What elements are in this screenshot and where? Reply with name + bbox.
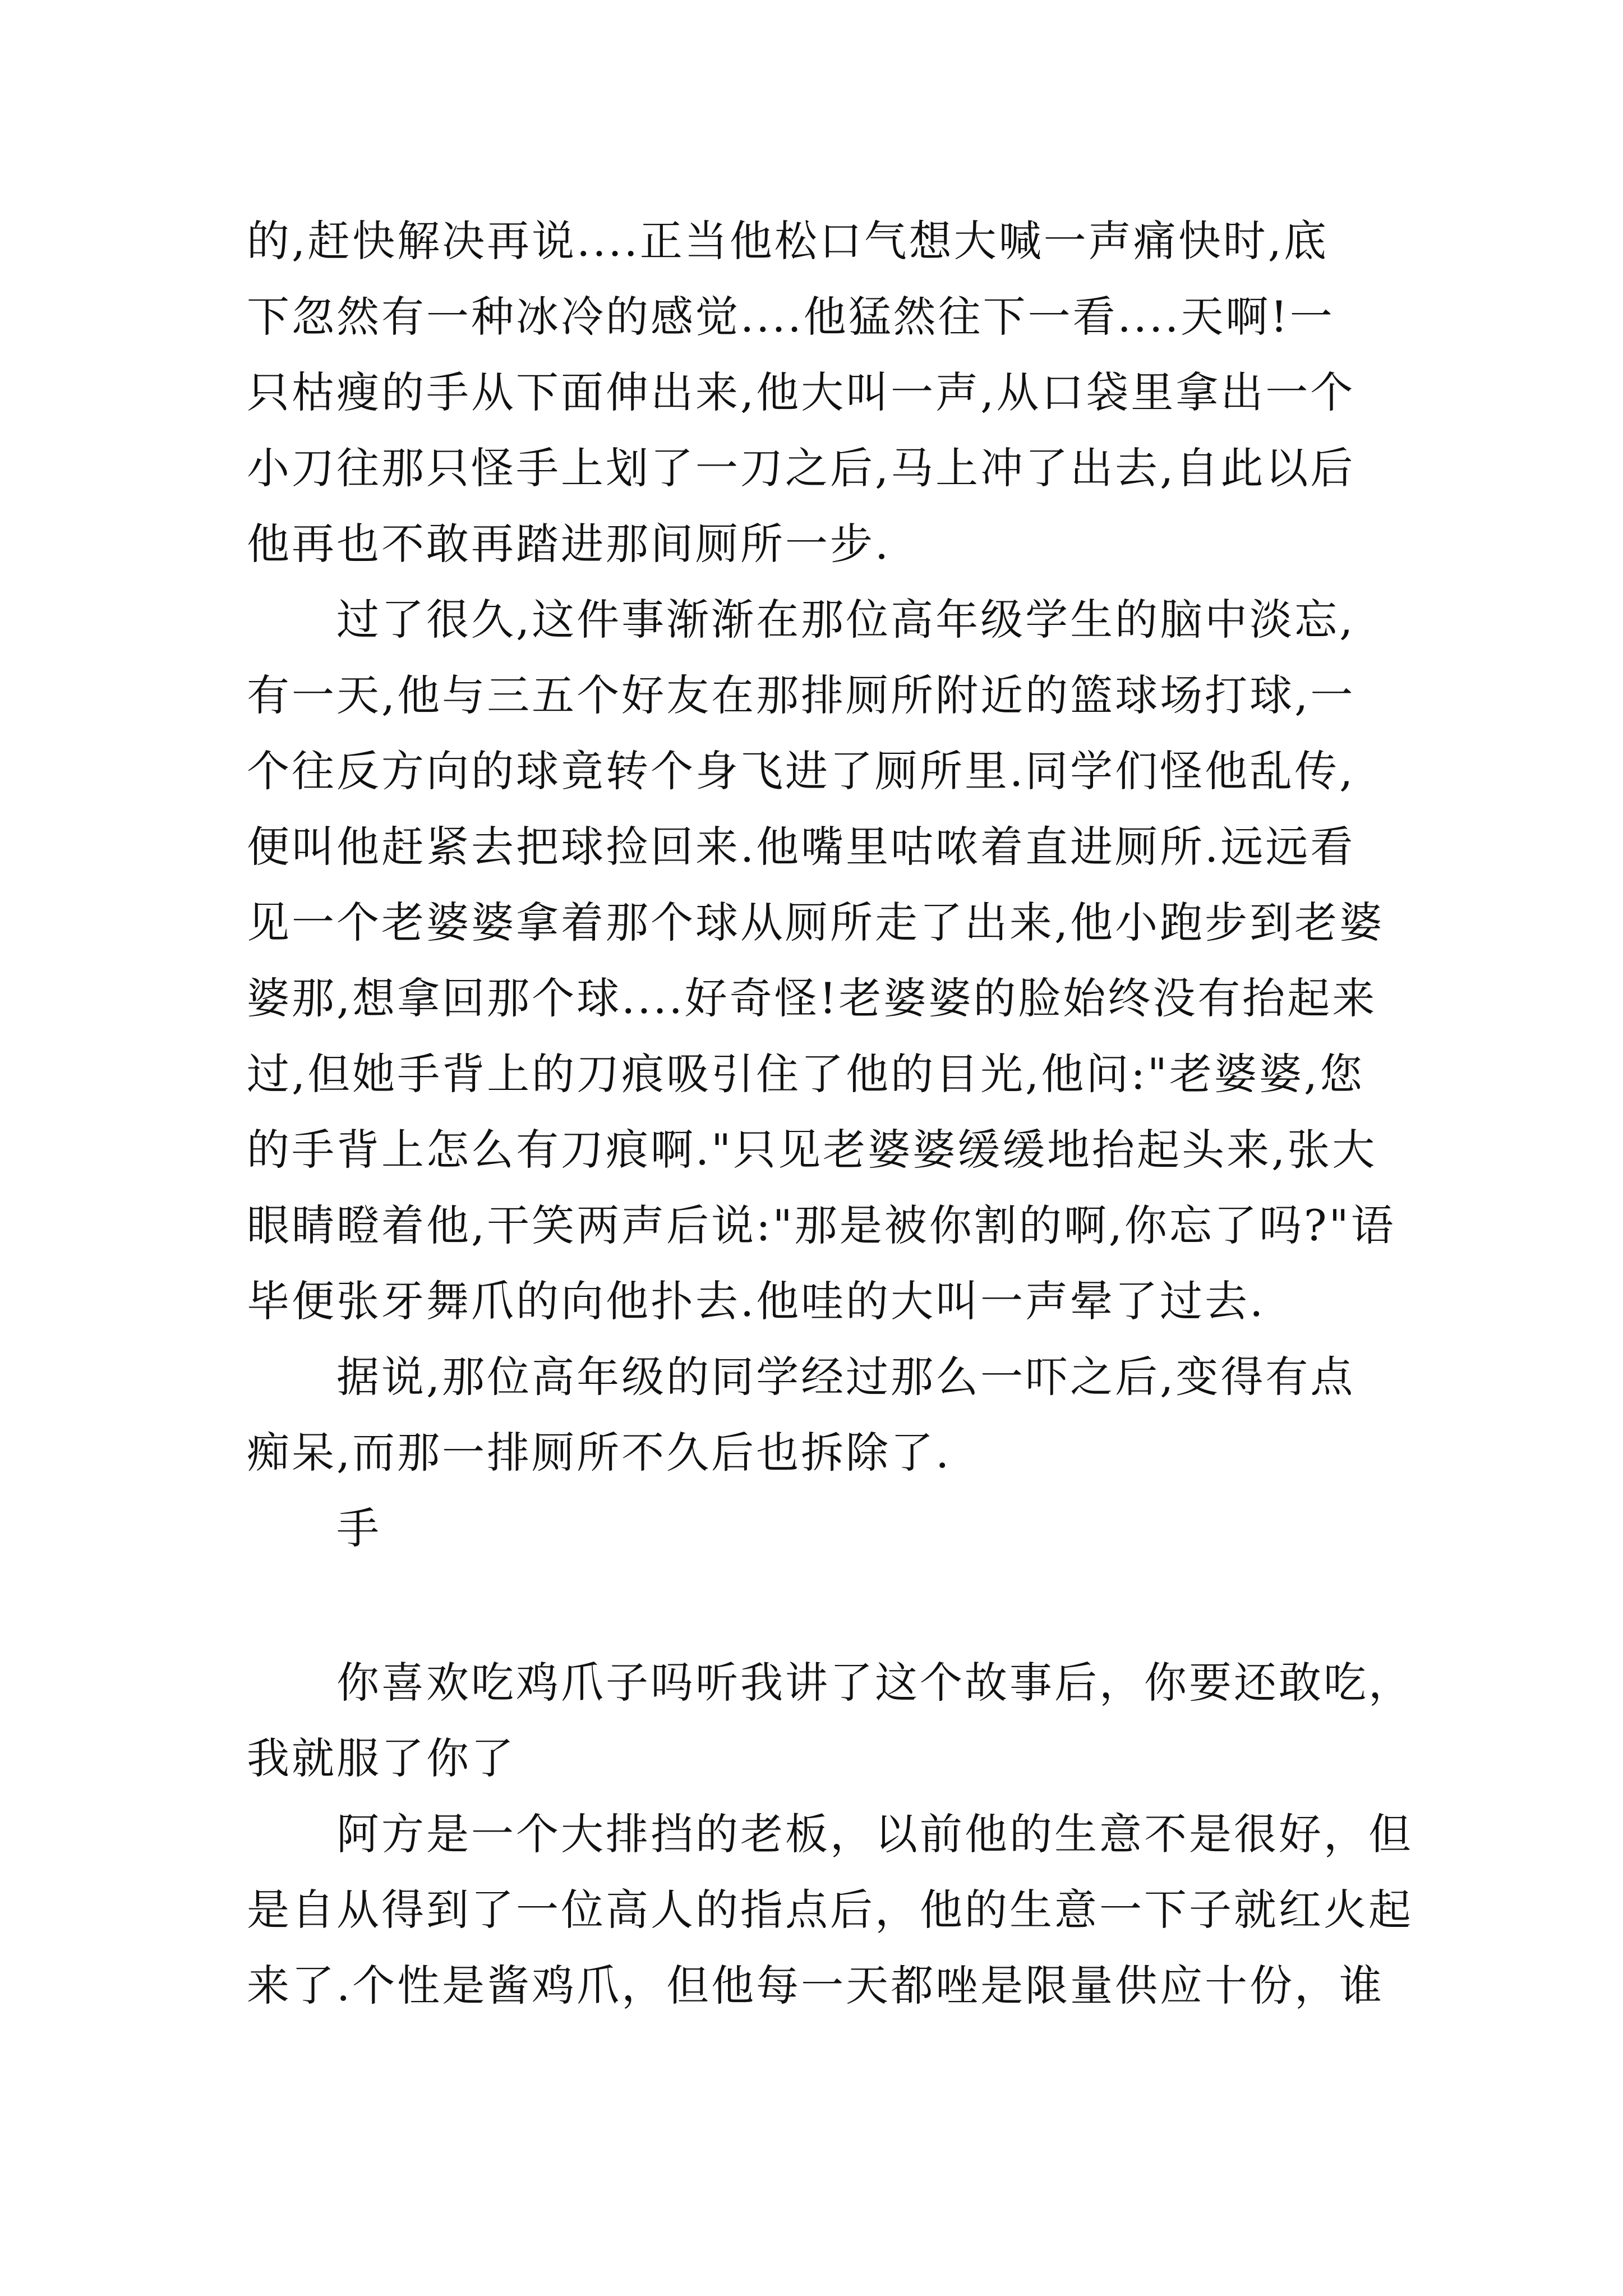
paragraph-line: 见一个老婆婆拿着那个球从厕所走了出来,他小跑步到老婆 [247, 898, 1385, 947]
paragraph-line: 婆那,想拿回那个球....好奇怪!老婆婆的脸始终没有抬起来 [247, 973, 1377, 1023]
paragraph-line: 只枯瘦的手从下面伸出来,他大叫一声,从口袋里拿出一个 [247, 367, 1355, 417]
paragraph-line: 来了.个性是酱鸡爪，但他每一天都唑是限量供应十份，谁 [247, 1961, 1385, 2010]
paragraph-line: 下忽然有一种冰冷的感觉....他猛然往下一看....天啊!一 [247, 292, 1335, 342]
paragraph-line: 据说,那位高年级的同学经过那么一吓之后,变得有点 [336, 1352, 1355, 1402]
paragraph-line: 的手背上怎么有刀痕啊."只见老婆婆缓缓地抬起头来,张大 [247, 1125, 1377, 1175]
paragraph-line: 的,赶快解决再说....正当他松口气想大喊一声痛快时,底 [247, 216, 1329, 266]
paragraph-line: 过,但她手背上的刀痕吸引住了他的目光,他问:"老婆婆,您 [247, 1049, 1365, 1099]
paragraph-line: 过了很久,这件事渐渐在那位高年级学生的脑中淡忘, [336, 595, 1355, 645]
paragraph-line: 便叫他赶紧去把球捡回来.他嘴里咕哝着直进厕所.远远看 [247, 822, 1355, 872]
paragraph-line: 毕便张牙舞爪的向他扑去.他哇的大叫一声晕了过去. [247, 1276, 1266, 1326]
paragraph-line: 他再也不敢再踏进那间厕所一步. [247, 519, 891, 569]
paragraph-line: 是自从得到了一位高人的指点后，他的生意一下子就红火起 [247, 1885, 1413, 1935]
paragraph-line: 眼睛瞪着他,干笑两声后说:"那是被你割的啊,你忘了吗?"语 [247, 1200, 1396, 1250]
paragraph-line: 痴呆,而那一排厕所不久后也拆除了. [247, 1428, 952, 1478]
paragraph-line: 你喜欢吃鸡爪子吗听我讲了这个故事后，你要还敢吃， [336, 1658, 1413, 1708]
paragraph-line: 个往反方向的球竟转个身飞进了厕所里.同学们怪他乱传, [247, 746, 1355, 796]
section-title: 手 [336, 1503, 381, 1553]
paragraph-line: 有一天,他与三五个好友在那排厕所附近的篮球场打球,一 [247, 670, 1355, 720]
paragraph-line: 阿方是一个大排挡的老板，以前他的生意不是很好，但 [336, 1809, 1413, 1859]
paragraph-line: 我就服了你了 [247, 1733, 516, 1783]
paragraph-line: 小刀往那只怪手上划了一刀之后,马上冲了出去,自此以后 [247, 443, 1355, 493]
